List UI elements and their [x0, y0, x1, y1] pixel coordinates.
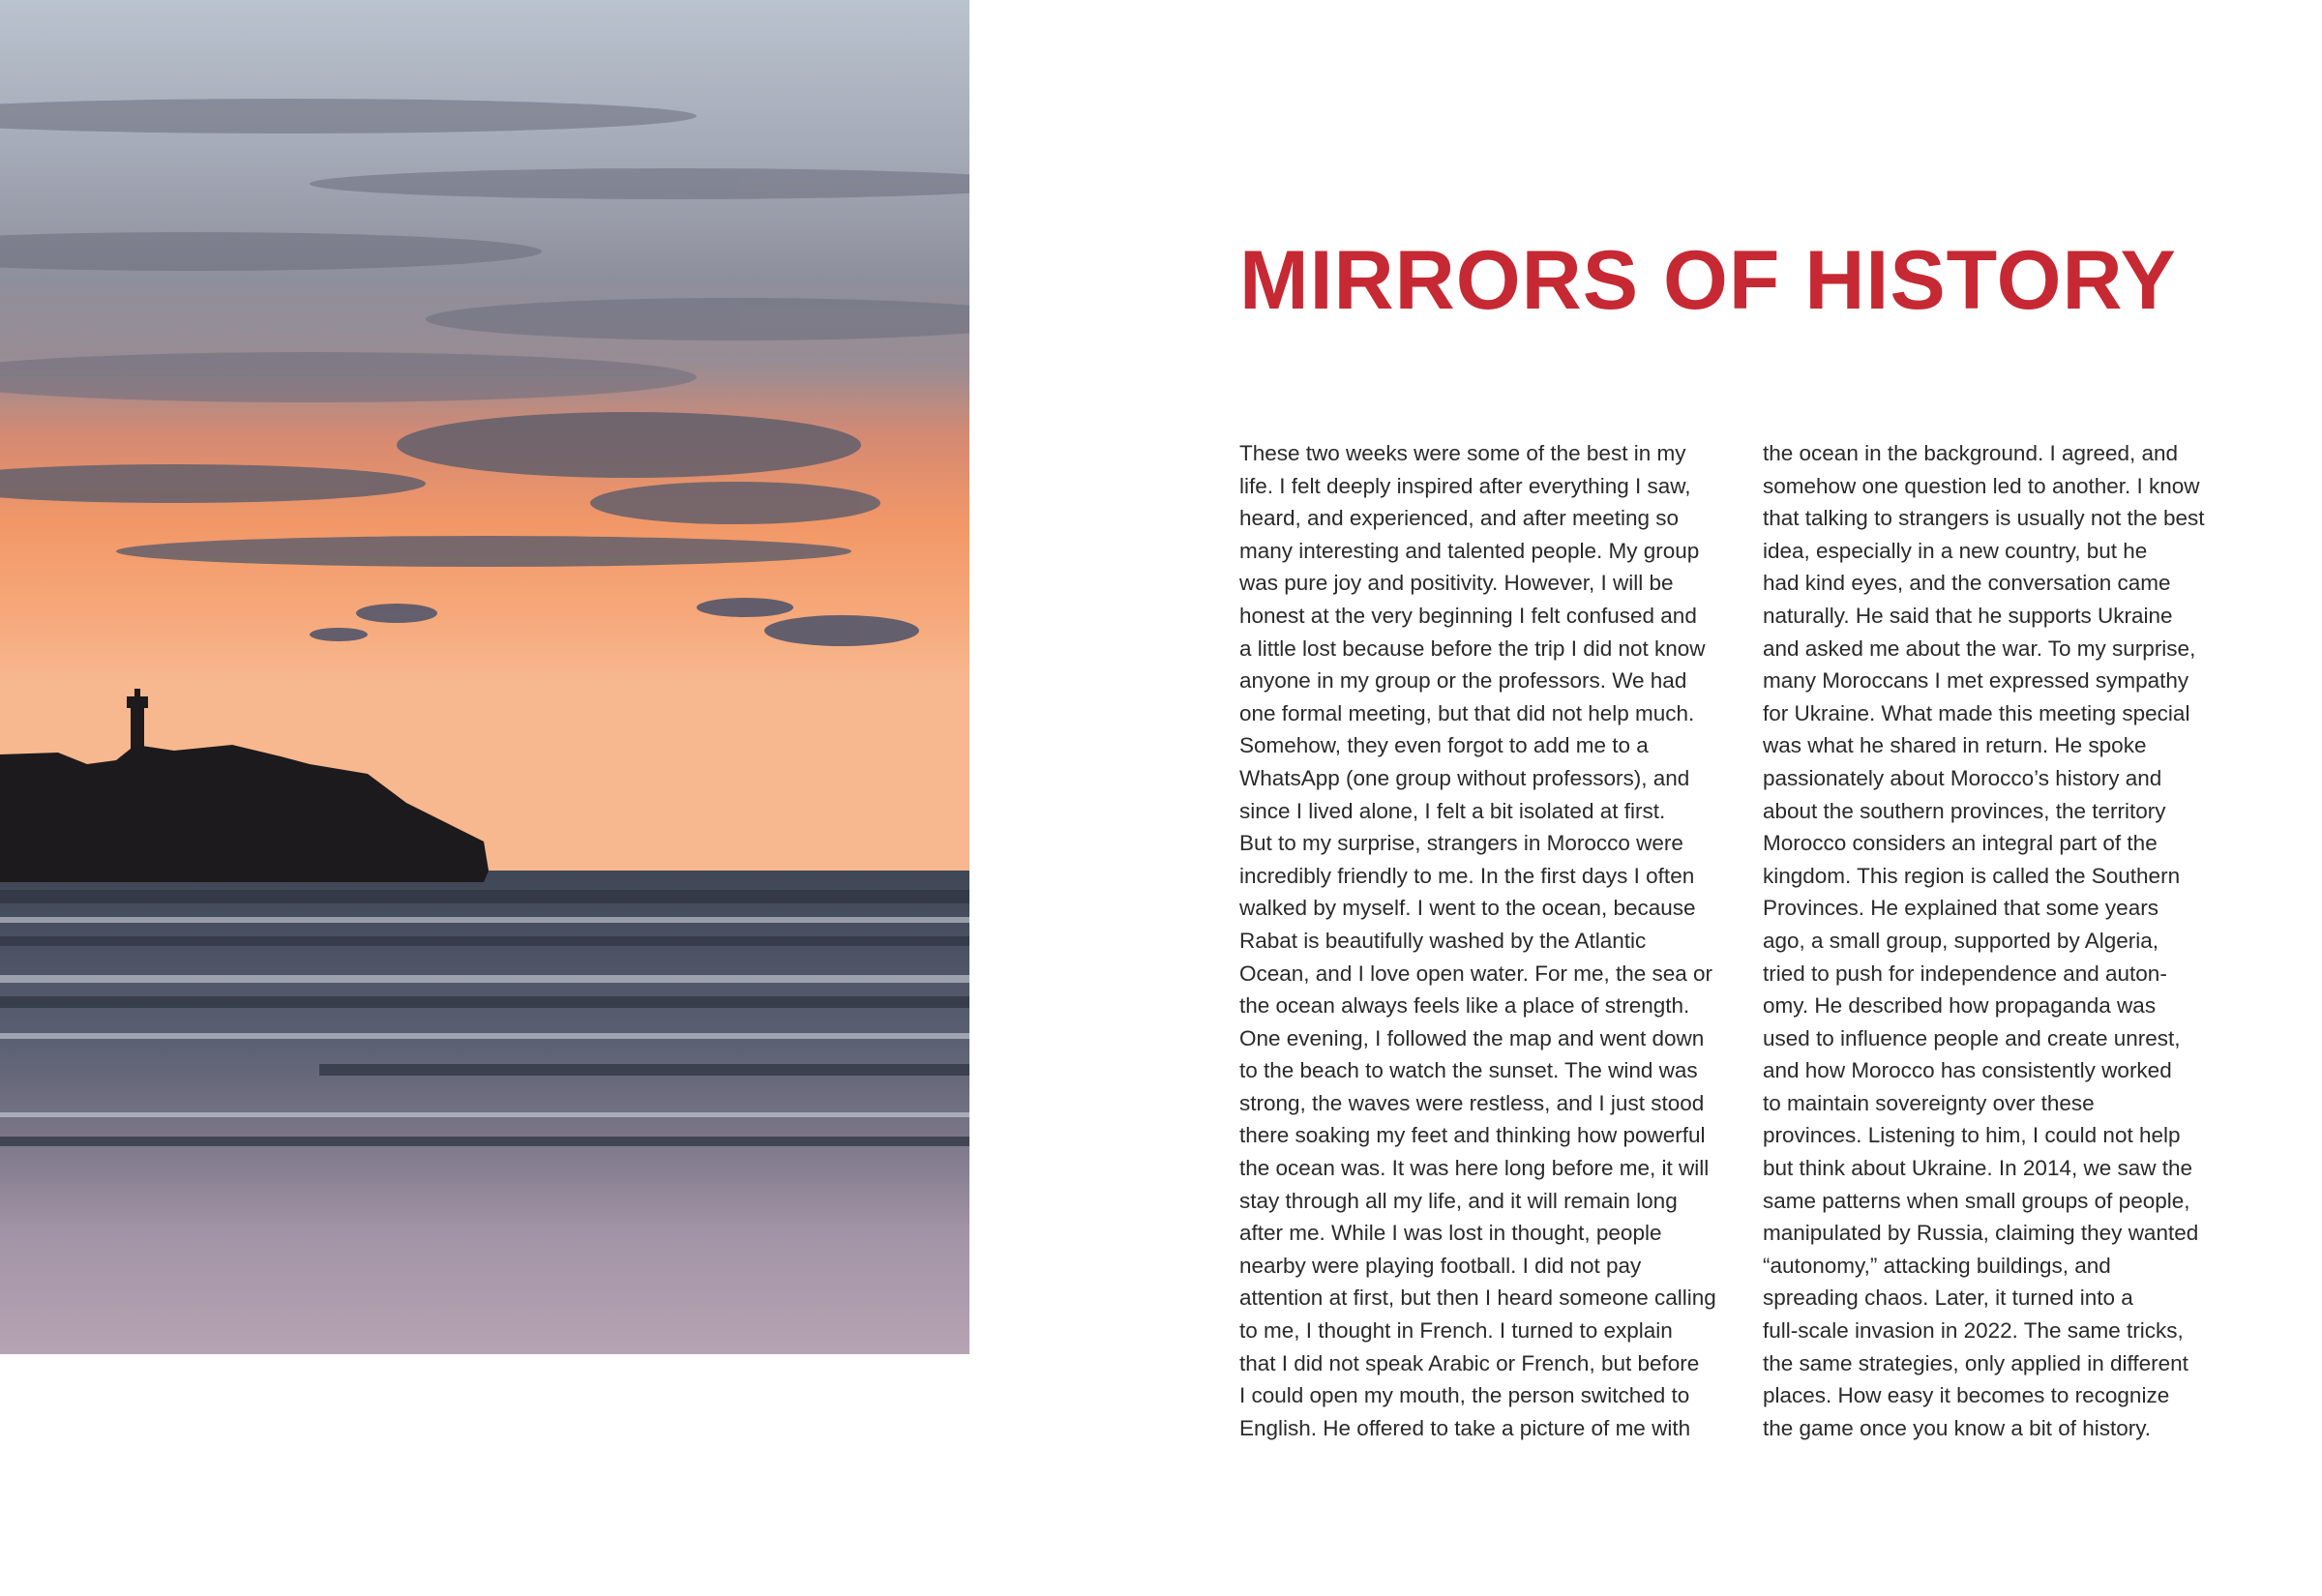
text-line: idea, especially in a new country, but he	[1763, 538, 2148, 563]
sunset-seascape-lighthouse-icon	[0, 0, 969, 1354]
text-line: But to my surprise, strangers in Morocco were	[1239, 831, 1683, 856]
text-line: Provinces. He explained that some years	[1763, 896, 2158, 921]
text-line: provinces. Listening to him, I could not help	[1763, 1123, 2181, 1148]
text-line: full-scale invasion in 2022. The same tricks,	[1763, 1318, 2184, 1344]
text-line: there soaking my feet and thinking how powerful	[1239, 1123, 1706, 1148]
text-line: that I did not speak Arabic or French, but before	[1239, 1350, 1700, 1375]
text-line: many interesting and talented people. My group	[1239, 538, 1700, 563]
text-line: incredibly friendly to me. In the first days I often	[1239, 863, 1695, 888]
text-line: WhatsApp (one group without professors), and	[1239, 765, 1690, 790]
text-line: kingdom. This region is called the Southern	[1763, 863, 2181, 888]
text-line: same patterns when small groups of people,	[1763, 1188, 2190, 1213]
text-line: tried to push for independence and auton-	[1763, 961, 2167, 986]
text-line: Rabat is beautifully washed by the Atlantic	[1239, 928, 1647, 953]
text-line: the ocean in the background. I agreed, and	[1763, 441, 2179, 465]
text-line: omy. He described how propaganda was	[1763, 993, 2157, 1019]
text-line: manipulated by Russia, claiming they wanted	[1763, 1221, 2199, 1246]
sunset-seascape-photo	[0, 0, 969, 1354]
text-line: Somehow, they even forgot to add me to a	[1239, 733, 1649, 758]
text-line: strong, the waves were restless, and I just stood	[1239, 1090, 1705, 1115]
text-line: the game once you know a bit of history.	[1763, 1415, 2152, 1440]
text-line: for Ukraine. What made this meeting special	[1763, 700, 2190, 725]
text-line: ago, a small group, supported by Algeria,	[1763, 928, 2158, 953]
text-line: walked by myself. I went to the ocean, because	[1239, 896, 1696, 921]
text-line: Ocean, and I love open water. For me, the sea or	[1239, 961, 1713, 986]
text-line: since I lived alone, I felt a bit isolated at first.	[1239, 798, 1666, 823]
text-line: was what he shared in return. He spoke	[1763, 733, 2147, 758]
text-line: after me. While I was lost in thought, people	[1239, 1221, 1662, 1246]
text-line: about the southern provinces, the territory	[1763, 798, 2166, 823]
text-line: somehow one question led to another. I know	[1763, 473, 2200, 498]
text-line: and asked me about the war. To my surprise,	[1763, 635, 2196, 661]
text-column-left	[1239, 437, 1716, 1444]
text-line: anyone in my group or the professors. We had	[1239, 668, 1687, 694]
text-line: passionately about Morocco’s history and	[1763, 765, 2162, 790]
text-line: that talking to strangers is usually not the best	[1763, 506, 2205, 531]
text-line: nearby were playing football. I did not pay	[1239, 1253, 1642, 1278]
text-line: Morocco considers an integral part of the	[1763, 831, 2158, 856]
text-line: stay through all my life, and it will remain long	[1239, 1188, 1678, 1213]
text-line: spreading chaos. Later, it turned into a	[1763, 1286, 2133, 1311]
text-line: but think about Ukraine. In 2014, we saw the	[1763, 1156, 2193, 1181]
text-line: attention at first, but then I heard someone calling	[1239, 1286, 1716, 1311]
text-line: I could open my mouth, the person switched to	[1239, 1383, 1690, 1408]
text-line: naturally. He said that he supports Ukraine	[1763, 603, 2173, 628]
text-line: many Moroccans I met expressed sympathy	[1763, 668, 2189, 694]
text-line: “autonomy,” attacking buildings, and	[1763, 1253, 2111, 1278]
text-line: to me, I thought in French. I turned to explain	[1239, 1318, 1673, 1344]
text-line: had kind eyes, and the conversation came	[1763, 571, 2171, 596]
text-line: to the beach to watch the sunset. The wind was	[1239, 1058, 1698, 1083]
text-line: used to influence people and create unrest,	[1763, 1025, 2181, 1050]
text-line: a little lost because before the trip I did not know	[1239, 635, 1706, 661]
text-line: and how Morocco has consistently worked	[1763, 1058, 2172, 1083]
page-title: MIRRORS OF HISTORY	[1239, 234, 2177, 327]
text-line: These two weeks were some of the best in my	[1239, 441, 1686, 465]
text-line: the ocean was. It was here long before me, it will	[1239, 1156, 1710, 1181]
text-line: one formal meeting, but that did not help much.	[1239, 700, 1695, 725]
text-line: was pure joy and positivity. However, I will be	[1239, 571, 1674, 596]
text-line: life. I felt deeply inspired after everything I saw,	[1239, 473, 1691, 498]
text-line: the same strategies, only applied in different	[1763, 1350, 2188, 1375]
text-line: to maintain sovereignty over these	[1763, 1090, 2095, 1115]
text-column-right	[1763, 437, 2227, 1444]
text-line: the ocean always feels like a place of strength.	[1239, 993, 1690, 1019]
text-line: places. How easy it becomes to recognize	[1763, 1383, 2170, 1408]
text-line: One evening, I followed the map and went down	[1239, 1025, 1705, 1050]
text-line: honest at the very beginning I felt confused and	[1239, 603, 1697, 628]
text-line: English. He offered to take a picture of me with	[1239, 1415, 1691, 1440]
text-line: heard, and experienced, and after meeting so	[1239, 506, 1680, 531]
